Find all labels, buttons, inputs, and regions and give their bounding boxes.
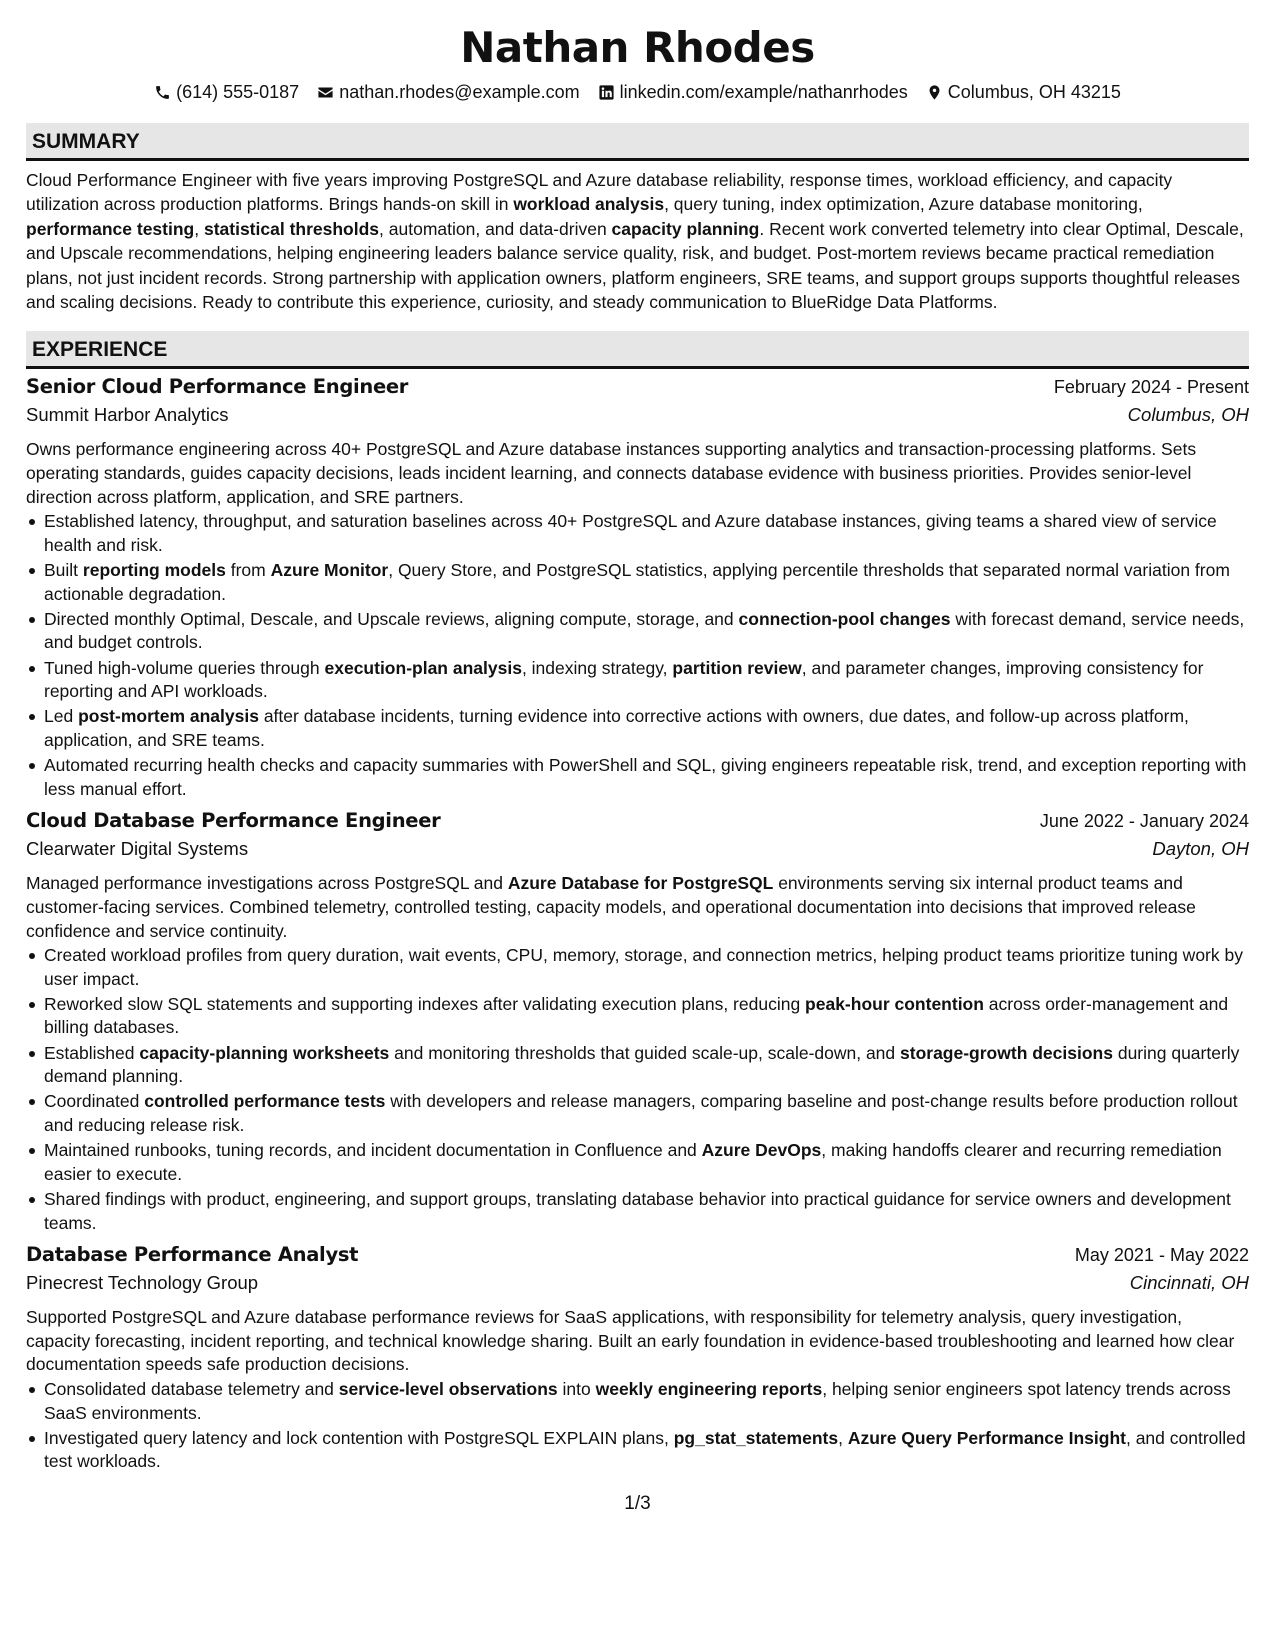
job-bullets <box>26 1378 1249 1474</box>
job-company: Summit Harbor Analytics <box>26 404 229 426</box>
contact-location <box>926 80 1121 104</box>
summary-heading: SUMMARY <box>26 123 1249 161</box>
job-entry <box>26 1243 1249 1474</box>
bullet-item: Coordinated controlled performance tests with developers and release managers, comparing baseline and post-change results before production rollout and reducing release risk. <box>26 1090 1249 1137</box>
bullet-item: Investigated query latency and lock contention with PostgreSQL EXPLAIN plans, pg_stat_statements, Azure Query Performance Insight, and controlled test workloads. <box>26 1427 1249 1474</box>
experience-list <box>26 375 1249 1474</box>
job-title: Cloud Database Performance Engineer <box>26 809 441 833</box>
job-entry <box>26 809 1249 1235</box>
bullet-item: Directed monthly Optimal, Descale, and Upscale reviews, aligning compute, storage, and connection-pool changes with forecast demand, service needs, and budget controls. <box>26 608 1249 655</box>
job-dates: June 2022 - January 2024 <box>1039 811 1249 832</box>
job-company: Clearwater Digital Systems <box>26 838 249 860</box>
bullet-item: Established latency, throughput, and saturation baselines across 40+ PostgreSQL and Azure database instances, giving teams a shared view of service health and risk. <box>26 510 1249 557</box>
job-dates: February 2024 - Present <box>1053 377 1249 398</box>
job-header <box>26 1243 1249 1272</box>
page-number: 1/3 <box>624 1493 651 1514</box>
location-text: Columbus, OH 43215 <box>947 82 1121 102</box>
phone-text: (614) 555-0187 <box>176 82 300 102</box>
email-text[interactable]: nathan.rhodes@example.com <box>339 82 580 102</box>
bullet-item: Shared findings with product, engineering, and support groups, translating database behavior into practical guidance for service owners and development teams. <box>26 1188 1249 1235</box>
job-subheader <box>26 404 1249 435</box>
phone-icon <box>154 84 171 101</box>
job-description: Supported PostgreSQL and Azure database performance reviews for SaaS applications, with responsibility for telemetry analysis, query investigation, capacity forecasting, incident reporting, and technical knowledge sharing. Built an early foundation in evidence-based troubleshooting and learned how clear documentation speeds safe production decisions. <box>26 1307 1235 1375</box>
job-title: Database Performance Analyst <box>26 1243 359 1267</box>
job-title: Senior Cloud Performance Engineer <box>26 375 409 399</box>
job-description: Owns performance engineering across 40+ PostgreSQL and Azure database instances supporting analytics and transaction-processing platforms. Sets operating standards, guides capacity decisions, leads incident learning, and connects database evidence with business priorities. Provides senior-level direction across platform, application, and SRE partners. <box>26 439 1197 507</box>
job-bullets <box>26 944 1249 1235</box>
job-subheader <box>26 838 1249 869</box>
job-location: Cincinnati, OH <box>1129 1272 1249 1294</box>
map-pin-icon <box>926 84 943 101</box>
experience-heading: EXPERIENCE <box>26 331 1249 369</box>
job-company: Pinecrest Technology Group <box>26 1272 259 1294</box>
job-dates: May 2021 - May 2022 <box>1074 1245 1249 1266</box>
job-subheader <box>26 1272 1249 1303</box>
job-description: Managed performance investigations across PostgreSQL and Azure Database for PostgreSQL environments serving six internal product teams and customer-facing services. Combined telemetry, controlled testing, capacity models, and operational documentation into decisions that improved release confidence and service continuity. <box>26 873 1196 941</box>
candidate-name: Nathan Rhodes <box>460 23 815 72</box>
summary-paragraph: Cloud Performance Engineer with five years improving PostgreSQL and Azure database reliability, response times, workload efficiency, and capacity utilization across production platforms. Brings hands-on skill in workload analysis, query tuning, index optimization, Azure database monitoring, performance testing, statistical thresholds, automation, and data-driven capacity planning. Recent work converted telemetry into clear Optimal, Descale, and Upscale recommendations, helping engineering leaders balance service quality, risk, and budget. Post-mortem reviews became practical remediation plans, not just incident records. Strong partnership with application owners, platform engineers, SRE teams, and support groups supports thoughtful releases and scaling decisions. Ready to contribute this experience, curiosity, and steady communication to BlueRidge Data Platforms. <box>26 170 1244 313</box>
bullet-item: Automated recurring health checks and capacity summaries with PowerShell and SQL, giving engineers repeatable risk, trend, and exception reporting with less manual effort. <box>26 754 1249 801</box>
bullet-item: Created workload profiles from query duration, wait events, CPU, memory, storage, and connection metrics, helping product teams prioritize tuning work by user impact. <box>26 944 1249 991</box>
job-header <box>26 375 1249 404</box>
bullet-item: Consolidated database telemetry and service-level observations into weekly engineering reports, helping senior engineers spot latency trends across SaaS environments. <box>26 1378 1249 1425</box>
envelope-icon <box>317 84 334 101</box>
contact-line <box>26 80 1249 104</box>
contact-email[interactable] <box>317 80 579 104</box>
bullet-item: Tuned high-volume queries through execution-plan analysis, indexing strategy, partition review, and parameter changes, improving consistency for reporting and API workloads. <box>26 657 1249 704</box>
job-entry <box>26 375 1249 801</box>
linkedin-icon <box>598 84 615 101</box>
job-location: Dayton, OH <box>1152 838 1249 860</box>
job-header <box>26 809 1249 838</box>
linkedin-text[interactable]: linkedin.com/example/nathanrhodes <box>619 82 908 102</box>
job-location: Columbus, OH <box>1127 404 1249 426</box>
bullet-item: Built reporting models from Azure Monitor, Query Store, and PostgreSQL statistics, applying percentile thresholds that separated normal variation from actionable degradation. <box>26 559 1249 606</box>
bullet-item: Led post-mortem analysis after database incidents, turning evidence into corrective actions with owners, due dates, and follow-up across platform, application, and SRE teams. <box>26 705 1249 752</box>
contact-phone <box>154 80 299 104</box>
bullet-item: Maintained runbooks, tuning records, and incident documentation in Confluence and Azure DevOps, making handoffs clearer and recurring remediation easier to execute. <box>26 1139 1249 1186</box>
contact-linkedin[interactable] <box>598 80 908 104</box>
bullet-item: Established capacity-planning worksheets and monitoring thresholds that guided scale-up, scale-down, and storage-growth decisions during quarterly demand planning. <box>26 1042 1249 1089</box>
bullet-item: Reworked slow SQL statements and supporting indexes after validating execution plans, reducing peak-hour contention across order-management and billing databases. <box>26 993 1249 1040</box>
job-bullets <box>26 510 1249 801</box>
